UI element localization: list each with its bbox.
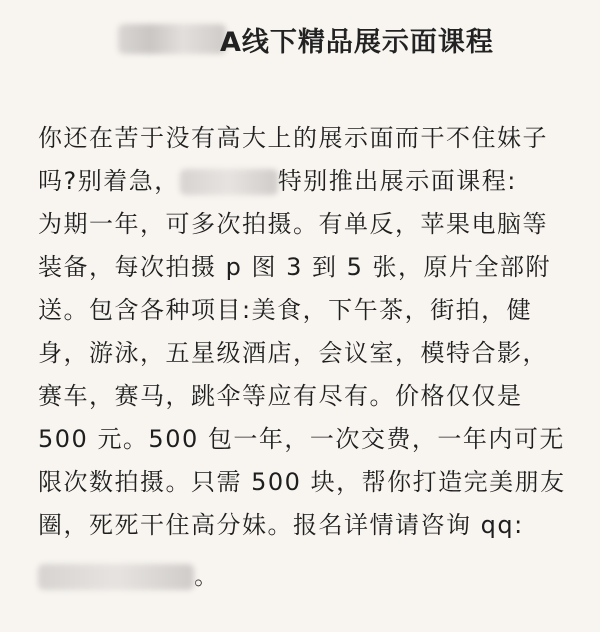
redacted-title-prefix [118, 24, 226, 54]
body-line-1: 你还在苦于没有高大上的展示面而干不住妹子 [38, 124, 548, 152]
article-title [0, 16, 600, 60]
body-line-11 [38, 560, 220, 592]
body-line-11-end: 。 [194, 562, 220, 590]
body-line-6: 身，游泳，五星级酒店，会议室，模特合影， [38, 339, 548, 367]
body-line-4: 装备，每次拍摄 p 图 3 到 5 张，原片全部附 [38, 253, 552, 281]
body-line-7: 赛车，赛马，跳伞等应有尽有。价格仅仅是 [38, 382, 523, 410]
redacted-qq-number [38, 564, 194, 590]
body-line-2 [38, 165, 517, 197]
body-line-10: 圈，死死干住高分妹。报名详情请咨询 qq: [38, 511, 524, 539]
body-line-2-start: 吗?别着急， [38, 167, 180, 195]
title-text: A线下精品展示面课程 [220, 27, 494, 58]
body-line-2-end: 特别推出展示面课程: [277, 167, 517, 195]
body-line-5: 送。包含各种项目:美食，下午茶，街拍，健 [38, 296, 533, 324]
body-line-9: 限次数拍摄。只需 500 块，帮你打造完美朋友 [38, 468, 566, 496]
redacted-name [180, 169, 278, 195]
body-line-3: 为期一年，可多次拍摄。有单反，苹果电脑等 [38, 210, 548, 238]
body-line-8: 500 元。500 包一年，一次交费，一年内可无 [38, 425, 565, 453]
